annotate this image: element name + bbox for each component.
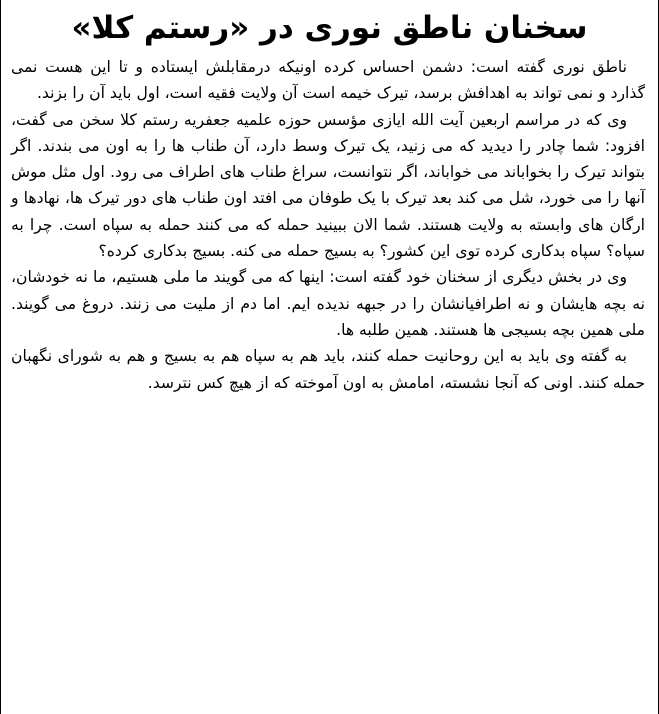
article-paragraph: به گفته وی باید به این روحانیت حمله کنند، باید هم به سپاه هم به بسیج و هم به شورای نگهبان حمله کنند. اونی که آنجا نشسته، امامش به اون آموخته که از هیچ کس نترسد. (11, 347, 645, 392)
article-body (1, 54, 658, 396)
article-paragraph: وی در بخش دیگری از سخنان خود گفته است: اینها که می گویند ما ملی هستیم، ما نه خودشان، نه بچه هایشان و نه اطرافیانشان را در جبهه ندیده ایم. اما دم از ملیت می زنند. دروغ می گویند. ملی همین بچه بسیجی ها هستند. همین طلبه ها. (11, 268, 645, 339)
article-paragraph: ناطق نوری گفته است: دشمن احساس کرده اونیکه درمقابلش ایستاده و تا این هست نمی گذارد و نمی تواند به اهدافش برسد، تیرک خیمه است آن ولایت فقیه است، اول باید آن را بزند. (11, 58, 645, 103)
article-paragraph: وی که در مراسم اربعین آیت الله ایازی مؤسس حوزه علمیه جعفریه رستم کلا سخن می گفت، افزود: شما چادر را دیدید که می زنید، یک تیرک وسط دارد، آن طناب ها را به اون می بندند. اگر بتواند تیرک را بخواباند می خواباند، اگر نتوانست، سراغ طناب های اطراف می رود. اول مثل موش آنها را می خورد، شل می کند بعد تیرک با یک طوفان می افتد اون طناب های دور تیرک ها، نهادها و ارگان های وابسته به ولایت هستند. شما الان ببینید حمله که می کنند حمله به سپاه است. چرا به سپاه؟ سپاه بدکاری کرده توی این کشور؟ به بسیج حمله می کنه. بسیج بدکاری کرده؟ (11, 110, 645, 261)
article-headline: سخنان ناطق نوری در «رستم کلا» (71, 10, 588, 46)
